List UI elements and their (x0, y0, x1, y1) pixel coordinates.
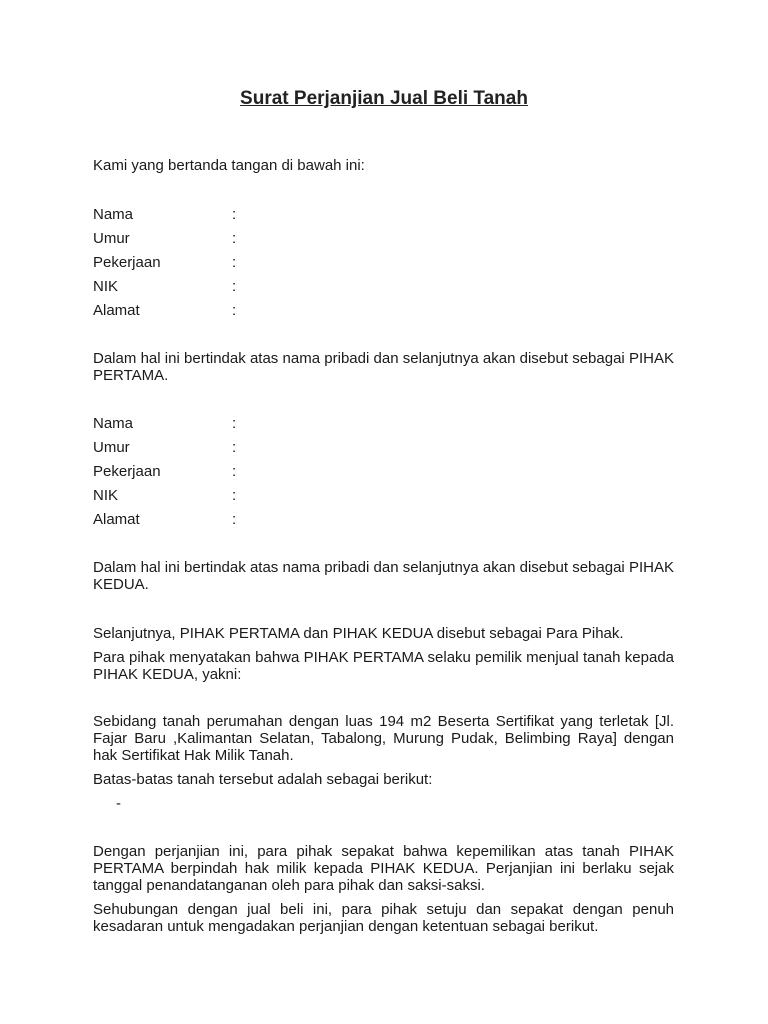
party1-field-nik (93, 278, 393, 298)
party1-field-alamat (93, 302, 393, 322)
party1-field-pekerjaan (93, 254, 393, 274)
field-label: NIK (93, 487, 119, 504)
field-label: Umur (93, 439, 130, 456)
party2-field-umur (93, 439, 393, 459)
field-colon: : (232, 487, 237, 504)
field-label: Alamat (93, 302, 140, 319)
field-colon: : (232, 302, 237, 319)
party2-field-pekerjaan (93, 463, 393, 483)
field-colon: : (232, 511, 237, 528)
field-label: Nama (93, 206, 134, 223)
party2-field-nama (93, 415, 393, 435)
field-colon: : (232, 230, 237, 247)
field-colon: : (232, 463, 237, 480)
field-label: Alamat (93, 511, 140, 528)
field-colon: : (232, 439, 237, 456)
field-colon: : (232, 206, 237, 223)
boundaries-intro: Batas-batas tanah tersebut adalah sebagai berikut: (93, 771, 433, 788)
sale-statement: Para pihak menyatakan bahwa PIHAK PERTAMA selaku pemilik menjual tanah kepada PIHAK KEDUA, yakni: (93, 649, 674, 683)
party1-field-umur (93, 230, 393, 250)
field-label: NIK (93, 278, 119, 295)
field-colon: : (232, 278, 237, 295)
party2-statement: Dalam hal ini bertindak atas nama pribadi dan selanjutnya akan disebut sebagai PIHAK KEDUA. (93, 559, 674, 593)
ownership-transfer: Dengan perjanjian ini, para pihak sepakat bahwa kepemilikan atas tanah PIHAK PERTAMA berpindah hak milik kepada PIHAK KEDUA. Perjanjian ini berlaku sejak tanggal penandatanganan oleh para pihak dan saksi-saksi. (93, 843, 674, 894)
field-label: Umur (93, 230, 130, 247)
field-colon: : (232, 415, 237, 432)
document-title: Surat Perjanjian Jual Beli Tanah (240, 88, 528, 109)
field-colon: : (232, 254, 237, 271)
field-label: Nama (93, 415, 134, 432)
party2-field-alamat (93, 511, 393, 531)
party1-statement: Dalam hal ini bertindak atas nama pribadi dan selanjutnya akan disebut sebagai PIHAK PERTAMA. (93, 350, 674, 384)
boundaries-bullet: - (116, 795, 121, 812)
parties-statement: Selanjutnya, PIHAK PERTAMA dan PIHAK KEDUA disebut sebagai Para Pihak. (93, 625, 624, 642)
field-label: Pekerjaan (93, 463, 161, 480)
intro-text: Kami yang bertanda tangan di bawah ini: (93, 157, 365, 174)
field-label: Pekerjaan (93, 254, 161, 271)
party1-field-nama (93, 206, 393, 226)
land-description: Sebidang tanah perumahan dengan luas 194 m2 Beserta Sertifikat yang terletak [Jl. Fajar Baru ,Kalimantan Selatan, Tabalong, Murung Pudak, Belimbing Raya] dengan hak Sertifikat Hak Milik Tanah. (93, 713, 674, 764)
agreement-terms: Sehubungan dengan jual beli ini, para pihak setuju dan sepakat dengan penuh kesadaran untuk mengadakan perjanjian dengan ketentuan sebagai berikut. (93, 901, 674, 935)
party2-field-nik (93, 487, 393, 507)
